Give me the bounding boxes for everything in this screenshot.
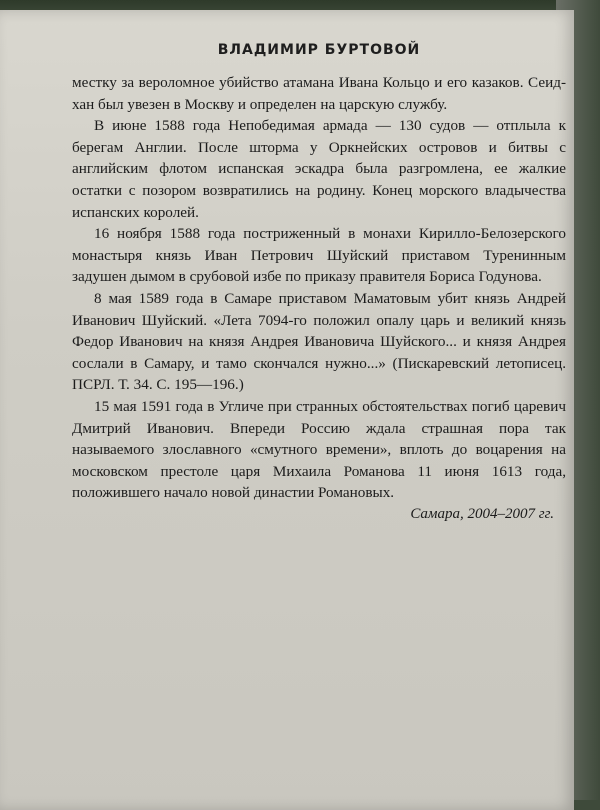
page-content — [72, 42, 566, 523]
paragraph-3: 16 ноября 1588 года постриженный в монахи Кирилло-Белозерского монастыря князь Иван Петрович Шуйский приставом Туренинным задушен дымом в срубовой избе по приказу правителя Бориса Годунова. — [72, 225, 566, 286]
paragraph-5: 15 мая 1591 года в Угличе при странных обстоятельствах погиб царевич Дмитрий Иванович. Впереди Россию ждала страшная пора так называемого злославного «смутного времени», вплоть до воцарения на московском престоле царя Михаила Романова 11 июня 1613 года, положившего начало новой династии Романовых. — [72, 397, 566, 502]
body-text — [72, 72, 566, 504]
paragraph-2: В июне 1588 года Непобедимая армада — 130 судов — отплыла к берегам Англии. После шторма у Оркнейских островов и битвы с английским флотом испанская эскадра была разгромлена, ее жалкие остатки с позором возвратились на родину. Конец морского владычества испанских королей. — [72, 117, 566, 221]
paragraph-4: 8 мая 1589 года в Самаре приставом Маматовым убит князь Андрей Иванович Шуйский. «Лета 7094-го положил опалу царь и великий князь Федор Иванович на князя Андрея Ивановича Шуйского... и князя Андрея сослали в Самару, и тамо скончался нужно...» (Пискаревский летописец. ПСРЛ. Т. 34. С. 195—196.) — [72, 289, 566, 394]
running-head: ВЛАДИМИР БУРТОВОЙ — [217, 42, 421, 58]
paragraph-1: местку за вероломное убийство атамана Ивана Кольцо и его казаков. Сеид-хан был увезен в Москву и определен на царскую службу. — [72, 74, 566, 113]
book-page — [0, 10, 574, 810]
signature: Самара, 2004–2007 гг. — [410, 505, 554, 522]
